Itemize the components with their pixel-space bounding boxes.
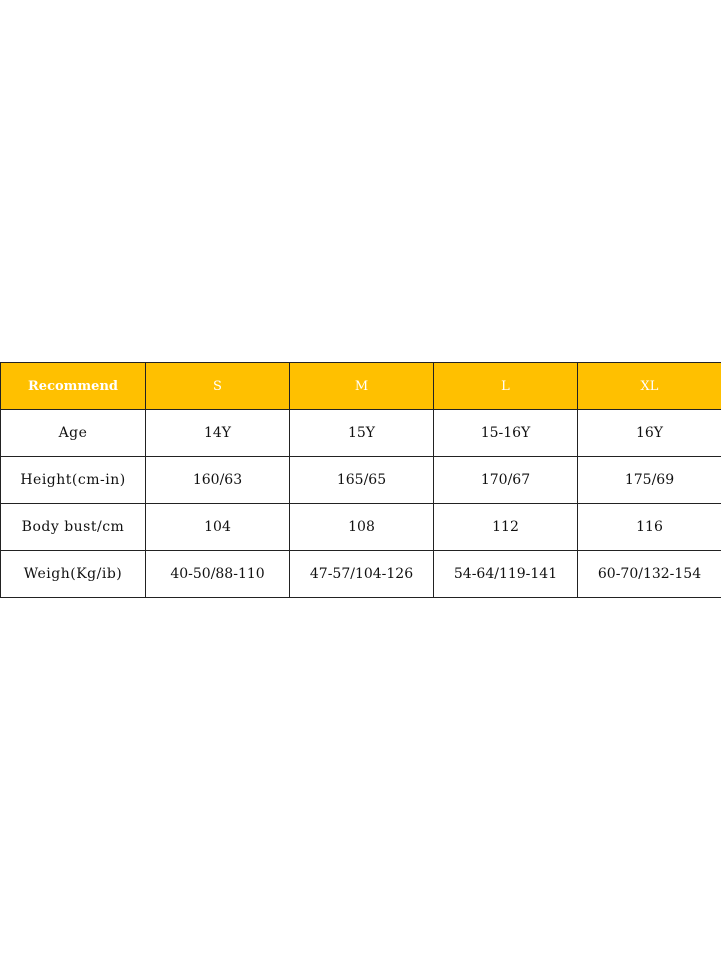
table-cell: 112 (434, 504, 578, 551)
header-size-l: L (434, 363, 578, 410)
header-size-s: S (146, 363, 290, 410)
table-cell: 165/65 (290, 457, 434, 504)
table-cell: 116 (578, 504, 721, 551)
table-cell: 16Y (578, 410, 721, 457)
header-row (1, 363, 721, 410)
table-cell: 175/69 (578, 457, 721, 504)
table-row-weight (1, 551, 721, 598)
size-chart-table (0, 362, 721, 598)
table-row-age (1, 410, 721, 457)
table-cell: 15-16Y (434, 410, 578, 457)
row-label-bust: Body bust/cm (1, 504, 146, 551)
row-label-height: Height(cm-in) (1, 457, 146, 504)
header-recommend: Recommend (1, 363, 146, 410)
table-cell: 14Y (146, 410, 290, 457)
table-cell: 60-70/132-154 (578, 551, 721, 598)
table-cell: 108 (290, 504, 434, 551)
table-cell: 104 (146, 504, 290, 551)
row-label-weight: Weigh(Kg/ib) (1, 551, 146, 598)
table-cell: 40-50/88-110 (146, 551, 290, 598)
row-label-age: Age (1, 410, 146, 457)
header-size-m: M (290, 363, 434, 410)
table-row-bust (1, 504, 721, 551)
header-size-xl: XL (578, 363, 721, 410)
table-row-height (1, 457, 721, 504)
table-cell: 54-64/119-141 (434, 551, 578, 598)
table-cell: 47-57/104-126 (290, 551, 434, 598)
table-cell: 160/63 (146, 457, 290, 504)
table-cell: 15Y (290, 410, 434, 457)
table-cell: 170/67 (434, 457, 578, 504)
